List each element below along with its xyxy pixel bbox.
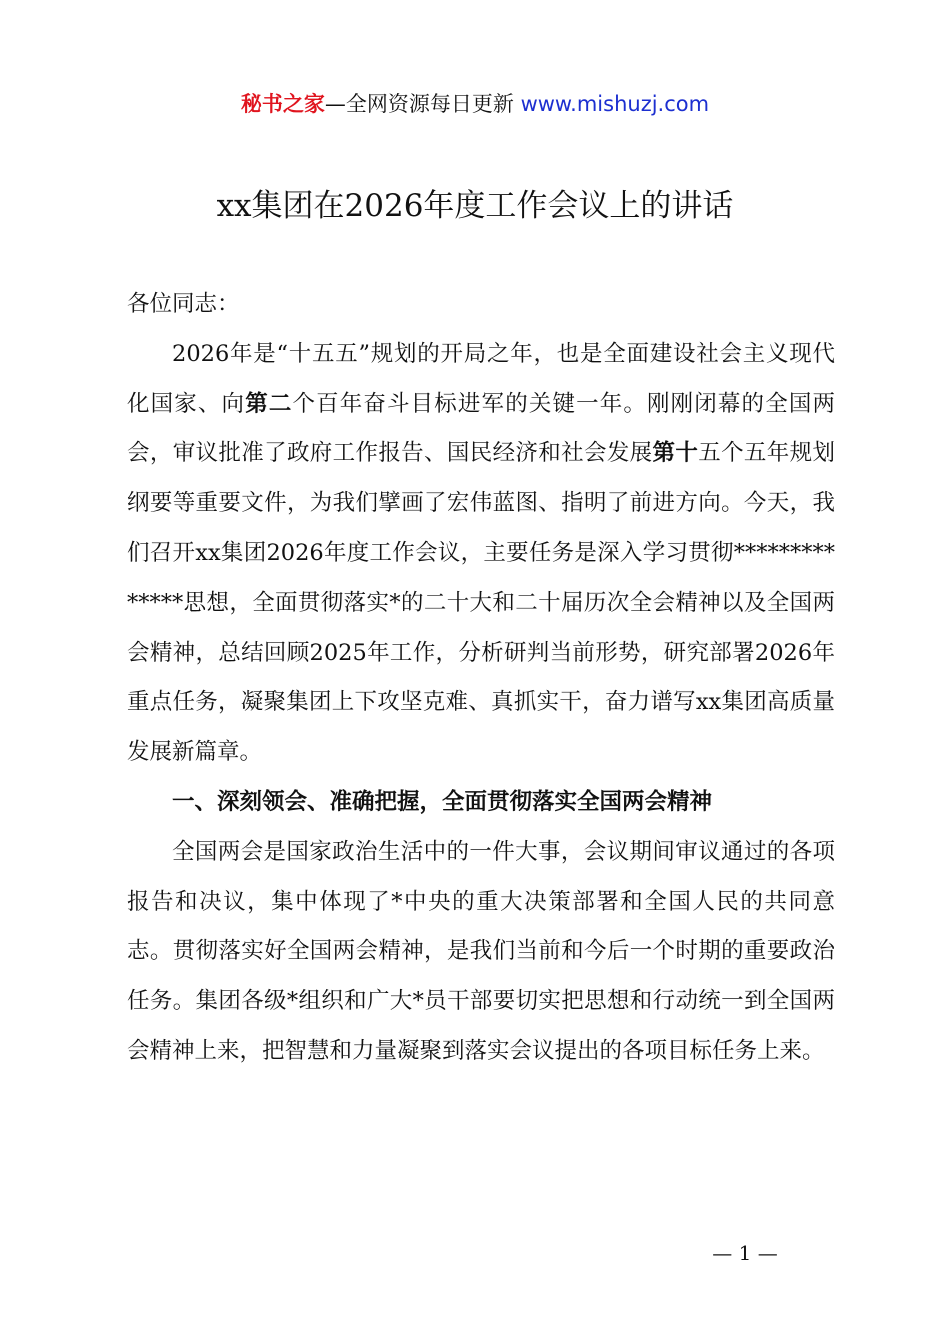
paragraph-intro xyxy=(127,330,835,778)
section-heading-1: 一、深刻领会、准确把握，全面贯彻落实全国两会精神 xyxy=(172,788,713,815)
emphasis-second: 第二 xyxy=(245,390,293,417)
emphasis-fifteenth: 第十 xyxy=(652,440,699,467)
paragraph-section-1: 全国两会是国家政治生活中的一件大事，会议期间审议通过的各项报告和决议，集中体现了*中央的重大决策部署和全国人民的共同意志。贯彻落实好全国两会精神，是我们当前和今后一个时期的重要政治任务。集团各级*组织和广大*员干部要切实把思想和行动统一到全国两会精神上来，把智慧和力量凝聚到落实会议提出的各项目标任务上来。 xyxy=(127,838,835,1064)
paragraph-intro-part-d: 五个五年规划纲要等重要文件，为我们擘画了宏伟蓝图、指明了前进方向。今天，我们召开xx集团2026年度工作会议，主要任务是深入学习贯彻**************思想，全面贯彻落实*的二十大和二十届历次全会精神以及全国两会精神，总结回顾2025年工作，分析研判当前形势，研究部署2026年重点任务，凝聚集团上下攻坚克难、真抓实干，奋力谱写xx集团高质量发展新篇章。 xyxy=(127,440,835,766)
site-brand: 秘书之家 xyxy=(240,92,325,116)
paragraph-intro-part-c: 个百年奋斗目标进军的关键一年。刚刚闭幕的全国两会，审议批准了政府工作报告、国民经济和社会发展 xyxy=(127,390,835,467)
document-title: xx集团在2026年度工作会议上的讲话 xyxy=(216,188,734,224)
site-header xyxy=(0,88,950,120)
page-number: — 1 — xyxy=(712,1241,778,1265)
greeting: 各位同志： xyxy=(127,291,240,317)
document-body xyxy=(127,280,835,1077)
site-url-link[interactable]: www.mishuzj.com xyxy=(520,92,710,116)
site-tagline: —全网资源每日更新 xyxy=(324,92,514,116)
paragraph-intro-part-a: 2026年是“十五五”规划的开局之年，也是全面建设社会主义现代化国家、向 xyxy=(127,340,835,417)
